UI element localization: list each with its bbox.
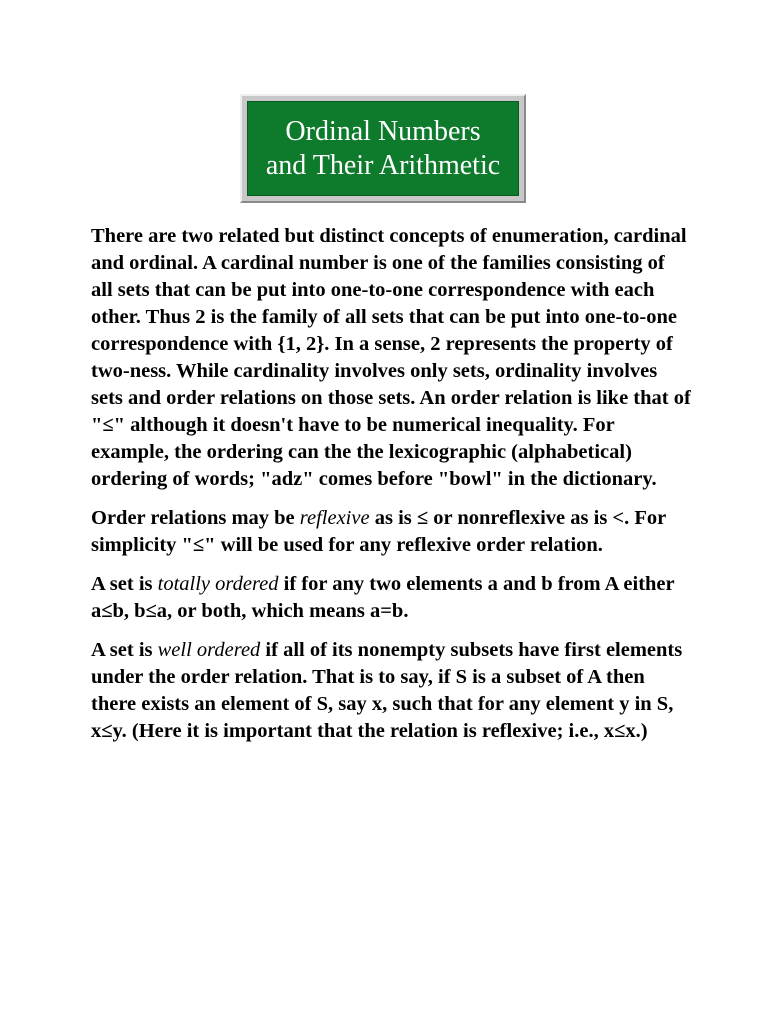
paragraph-text: if all of its nonempty subsets have first elements under the order relation. That is to say, if S is a subset of A then there exists an element of S, say x, such that for any element y in S, x≤y. (Here it is important that the relation is reflexive; i.e., x≤x.) [91, 639, 683, 742]
article-body [91, 223, 691, 757]
paragraph-order-relations [91, 505, 691, 559]
paragraph-text: A set is [91, 639, 158, 661]
title-line-2: and Their Arithmetic [265, 149, 501, 181]
term-well-ordered: well ordered [157, 639, 261, 661]
paragraph-well-ordered [91, 637, 691, 745]
term-totally-ordered: totally ordered [157, 573, 279, 595]
paragraph-text: Order relations may be [91, 507, 300, 529]
paragraph-text: if for any two elements a and b from A either a≤b, b≤a, or both, which means a=b. [91, 573, 675, 622]
paragraph-text: A set is [91, 573, 158, 595]
title-box [247, 101, 519, 196]
title-line-1: Ordinal Numbers [285, 115, 481, 147]
title-banner [240, 94, 526, 203]
paragraph-totally-ordered [91, 571, 691, 625]
term-reflexive: reflexive [299, 507, 370, 529]
paragraph-text: as is ≤ or nonreflexive as is <. For simplicity "≤" will be used for any reflexive order relation. [91, 507, 666, 556]
paragraph-cardinal-ordinal: There are two related but distinct concepts of enumeration, cardinal and ordinal. A cardinal number is one of the families consisting of all sets that can be put into one-to-one correspondence with each other. Thus 2 is the family of all sets that can be put into one-to-one correspondence with {1, 2}. In a sense, 2 represents the property of two-ness. While cardinality involves only sets, ordinality involves sets and order relations on those sets. An order relation is like that of "≤" although it doesn't have to be numerical inequality. For example, the ordering can the the lexicographic (alphabetical) ordering of words; "adz" comes before "bowl" in the dictionary. [91, 225, 691, 490]
